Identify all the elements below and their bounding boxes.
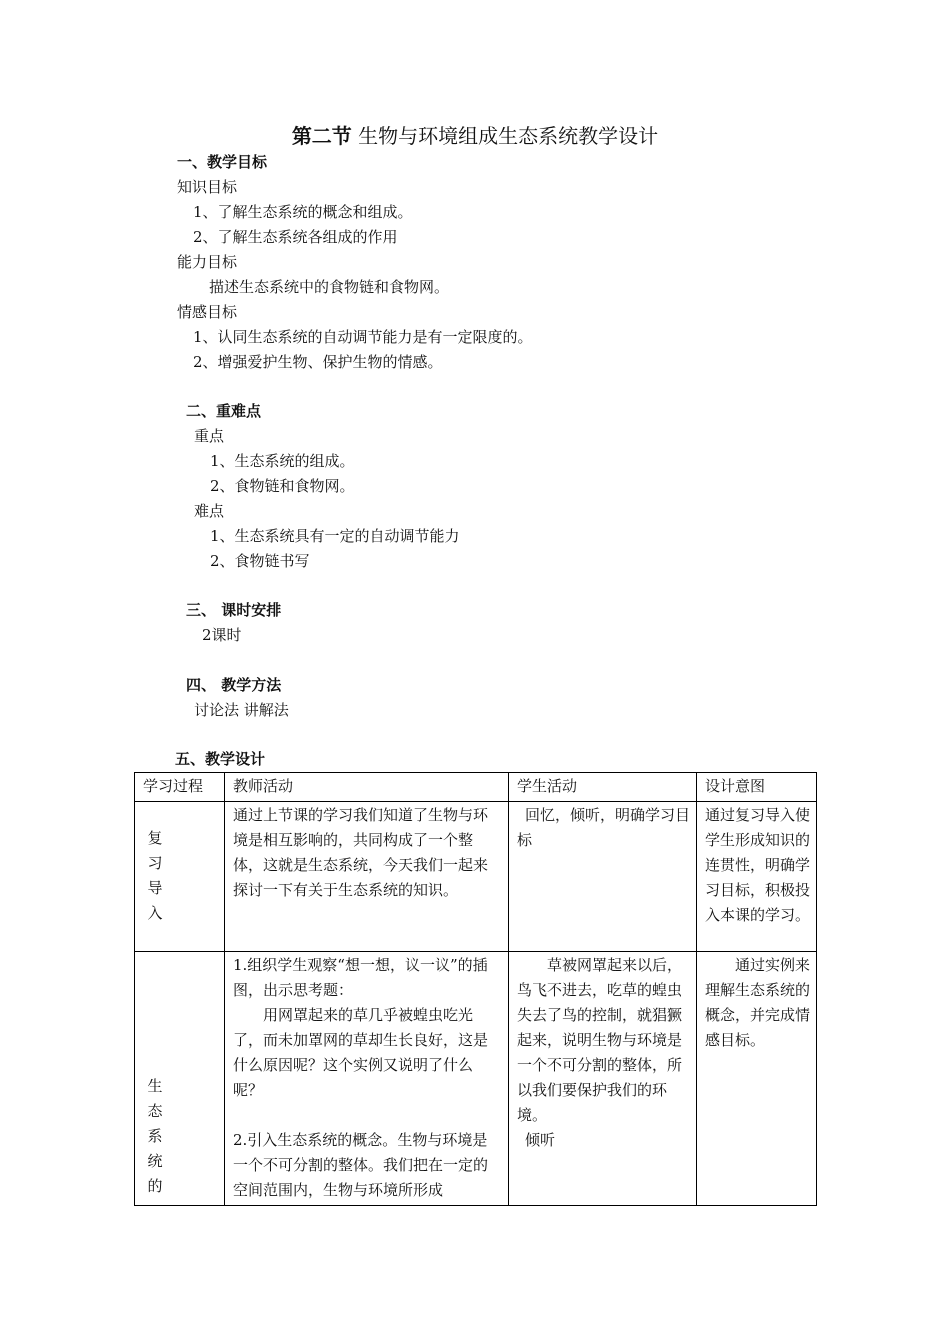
row2-design-intent — [697, 952, 817, 1206]
stage-char: 入 — [147, 904, 163, 922]
section-3-heading: 三、 课时安排 — [186, 601, 282, 619]
header-teacher-activity: 教师活动 — [225, 773, 509, 802]
teacher-question: 用网罩起来的草几乎被蝗虫吃光了，而未加罩网的草却生长良好，这是什么原因呢？这个实例又说明了什么呢？ — [233, 1006, 489, 1099]
emotion-goal-1: 1、认同生态系统的自动调节能力是有一定限度的。 — [193, 328, 533, 346]
table-header-row — [135, 773, 817, 802]
title-text: 生物与环境组成生态系统教学设计 — [351, 124, 659, 148]
document-title — [0, 122, 950, 150]
section-5-heading: 五、教学设计 — [175, 750, 266, 768]
row2-intent-text: 通过实例来理解生态系统的概念，并完成情感目标。 — [705, 956, 811, 1049]
stage-char: 习 — [147, 854, 163, 872]
stage-char: 导 — [147, 879, 163, 897]
stage-char: 统 — [147, 1152, 163, 1170]
section-2-heading: 二、重难点 — [186, 402, 262, 420]
stage-char: 系 — [147, 1127, 163, 1145]
row1-design-intent: 通过复习导入使学生形成知识的连贯性，明确学习目标，积极投入本课的学习。 — [697, 802, 817, 952]
title-section-number: 第二节 — [291, 124, 352, 148]
ability-goal-label: 能力目标 — [177, 253, 238, 271]
key-point-1: 1、生态系统的组成。 — [210, 452, 355, 470]
row1-stage — [135, 802, 225, 952]
section-1-heading: 一、教学目标 — [177, 153, 268, 171]
blank-line — [233, 1103, 502, 1128]
table-row — [135, 952, 817, 1206]
emotion-goal-2: 2、增强爱护生物、保护生物的情感。 — [193, 353, 443, 371]
key-points-label: 重点 — [194, 427, 225, 445]
ability-goal-1: 描述生态系统中的食物链和食物网。 — [209, 278, 450, 296]
section-4-heading: 四、 教学方法 — [186, 676, 282, 694]
stage-char: 生 — [147, 1077, 163, 1095]
difficult-points-label: 难点 — [194, 502, 225, 520]
stage-char: 的 — [147, 1177, 163, 1195]
difficult-point-2: 2、食物链书写 — [210, 552, 310, 570]
header-design-intent: 设计意图 — [697, 773, 817, 802]
row1-student-text: 回忆，倾听，明确学习目标 — [517, 806, 691, 849]
teacher-step-2: 2.引入生态系统的概念。生物与环境是一个不可分割的整体。我们把在一定的空间范围内，生物与环境所形成 — [233, 1131, 489, 1199]
difficult-point-1: 1、生态系统具有一定的自动调节能力 — [210, 527, 460, 545]
row2-student-activity — [509, 952, 697, 1206]
row2-teacher-activity — [225, 952, 509, 1206]
teaching-design-table — [134, 772, 817, 1206]
row2-stage — [135, 952, 225, 1206]
knowledge-goal-label: 知识目标 — [177, 178, 238, 196]
stage-char: 复 — [147, 829, 163, 847]
class-hours-value: 2课时 — [202, 626, 242, 644]
emotion-goal-label: 情感目标 — [177, 303, 238, 321]
knowledge-goal-1: 1、了解生态系统的概念和组成。 — [193, 203, 413, 221]
row1-teacher-activity: 通过上节课的学习我们知道了生物与环境是相互影响的，共同构成了一个整体，这就是生态系统，今天我们一起来探讨一下有关于生态系统的知识。 — [225, 802, 509, 952]
student-listen: 倾听 — [525, 1131, 556, 1149]
header-student-activity: 学生活动 — [509, 773, 697, 802]
knowledge-goal-2: 2、了解生态系统各组成的作用 — [193, 228, 398, 246]
teacher-step-1: 1.组织学生观察“想一想，议一议”的插图，出示思考题： — [233, 956, 488, 999]
row1-student-activity — [509, 802, 697, 952]
header-process: 学习过程 — [135, 773, 225, 802]
teaching-methods-value: 讨论法 讲解法 — [194, 701, 289, 719]
student-answer: 草被网罩起来以后，鸟飞不进去，吃草的蝗虫失去了鸟的控制，就猖獗起来，说明生物与环境是一个不可分割的整体，所以我们要保护我们的环境。 — [517, 956, 683, 1124]
table-row — [135, 802, 817, 952]
key-point-2: 2、食物链和食物网。 — [210, 477, 355, 495]
stage-char: 态 — [147, 1102, 163, 1120]
